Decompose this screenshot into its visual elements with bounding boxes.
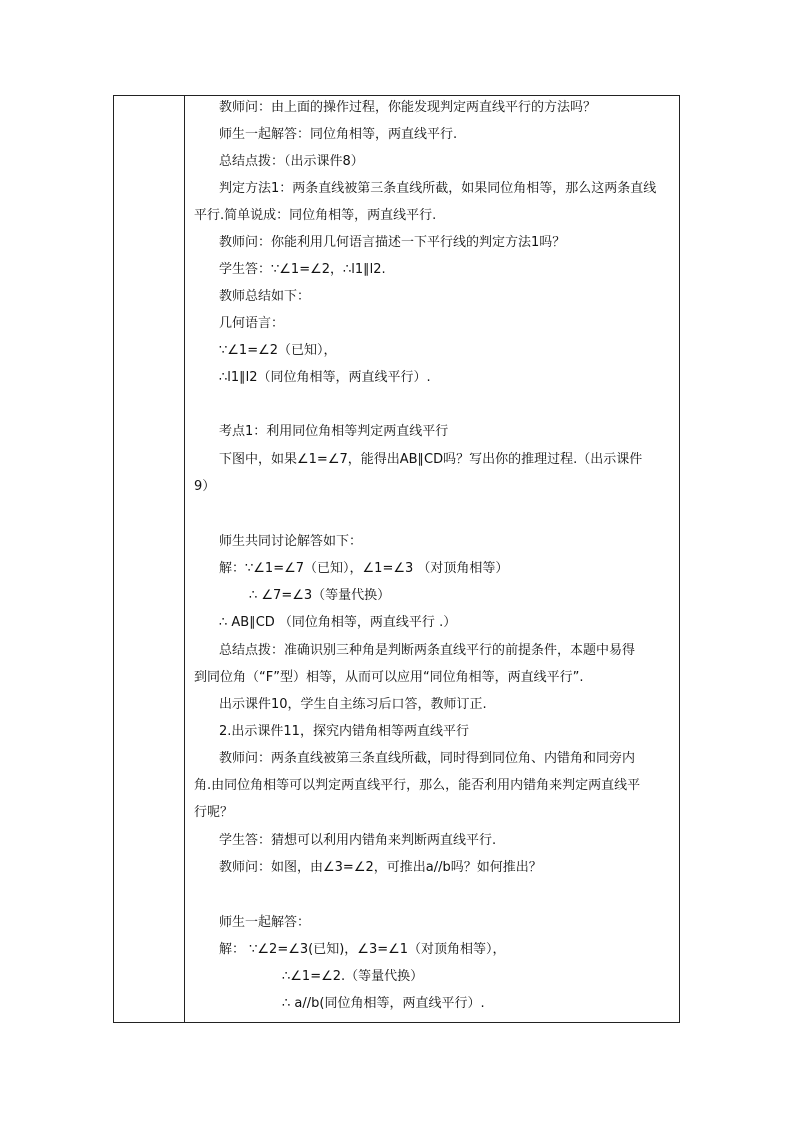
text-line: ∵∠1=∠2（已知）， — [219, 343, 337, 358]
text-line: 解：∵∠1=∠7（已知），∠1=∠3 （对顶角相等） — [219, 561, 509, 576]
text-line: ∴l1∥l2（同位角相等，两直线平行）. — [219, 370, 431, 385]
text-line: 判定方法1：两条直线被第三条直线所截，如果同位角相等，那么这两条直线 — [219, 181, 657, 196]
text-line: 教师问：由上面的操作过程，你能发现判定两直线平行的方法吗？ — [219, 100, 597, 115]
text-line: 学生答：猜想可以利用内错角来判断两直线平行. — [219, 833, 497, 848]
text-line: 教师总结如下： — [219, 289, 311, 304]
lesson-table — [113, 95, 680, 1023]
text-line: 出示课件10，学生自主练习后口答，教师订正. — [219, 697, 487, 712]
text-line: 到同位角（“F”型）相等，从而可以应用“同位角相等，两直线平行”. — [194, 670, 584, 685]
text-line: 教师问：两条直线被第三条直线所截，同时得到同位角、内错角和同旁内 — [219, 751, 636, 766]
text-line: 解： ∵∠2=∠3(已知)，∠3=∠1（对顶角相等）， — [219, 942, 506, 957]
text-line: 教师问：你能利用几何语言描述一下平行线的判定方法1吗？ — [219, 235, 566, 250]
text-line: ∴∠1=∠2.（等量代换） — [282, 969, 424, 984]
text-line: 师生一起解答： — [219, 915, 311, 930]
text-line: 师生一起解答：同位角相等，两直线平行. — [219, 127, 458, 142]
text-line: 平行.简单说成：同位角相等，两直线平行. — [194, 208, 437, 223]
text-line: 角.由同位角相等可以判定两直线平行，那么，能否利用内错角来判定两直线平 — [194, 778, 641, 793]
text-line: 下图中，如果∠1=∠7，能得出AB∥CD吗？写出你的推理过程.（出示课件 — [219, 452, 643, 467]
text-line: ∴ a//b(同位角相等，两直线平行）. — [282, 996, 485, 1011]
text-line: 2.出示课件11，探究内错角相等两直线平行 — [219, 724, 469, 739]
text-line: 几何语言： — [219, 316, 285, 331]
text-line: 教师问：如图，由∠3=∠2，可推出a//b吗？如何推出？ — [219, 860, 542, 875]
text-line: 考点1：利用同位角相等判定两直线平行 — [219, 424, 449, 439]
text-line: 学生答：∵∠1=∠2，∴l1∥l2. — [219, 262, 386, 277]
text-line: ∴ ∠7=∠3（等量代换） — [249, 588, 391, 603]
column-divider — [184, 96, 185, 1022]
text-line: 行呢？ — [194, 805, 234, 820]
text-line: ∴ AB∥CD （同位角相等，两直线平行 .） — [219, 615, 457, 630]
text-line: 总结点拨：（出示课件8） — [219, 154, 364, 169]
text-line: 师生共同讨论解答如下： — [219, 534, 363, 549]
text-line: 总结点拨：准确识别三种角是判断两条直线平行的前提条件，本题中易得 — [219, 643, 636, 658]
text-line: 9） — [194, 479, 216, 494]
